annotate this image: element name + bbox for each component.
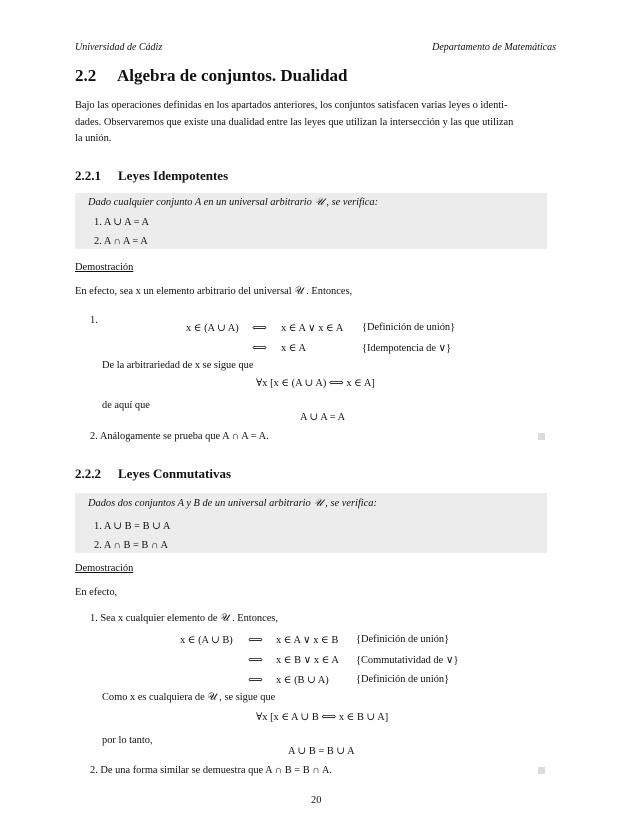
qed-square-icon bbox=[538, 433, 545, 440]
subsection-number-idempotentes: 2.2.1 bbox=[75, 168, 101, 183]
c-eq3-note: {Definición de unión} bbox=[356, 674, 450, 685]
demo-label-conmutativas: Demostración bbox=[75, 563, 134, 574]
proof-item-1-label: 1. bbox=[90, 315, 98, 326]
eq1-lhs: x ∈ (A ∪ A) bbox=[186, 323, 239, 334]
c-eq1-lhs: x ∈ (A ∪ B) bbox=[180, 635, 233, 646]
de-aqui-text: de aquí que bbox=[102, 400, 150, 411]
theorem-item-1: 1. A ∪ A = A bbox=[94, 217, 149, 228]
eq2-note: {Idempotencia de ∨} bbox=[362, 343, 452, 354]
theorem-statement-idempotentes: Dado cualquier conjunto A en un universal arbitrario 𝒰 , se verifica: bbox=[88, 197, 379, 208]
theorem-statement-conmutativas: Dados dos conjuntos A y B de un universal arbitrario 𝒰 , se verifica: bbox=[88, 498, 377, 509]
theorem-item-2-conmutativas: 2. A ∩ B = B ∩ A bbox=[94, 540, 168, 551]
arbitrariedad-text: De la arbitrariedad de x se sigue que bbox=[102, 360, 254, 371]
proof-item-1-conmutativas: 1. Sea x cualquier elemento de 𝒰 . Entonces, bbox=[90, 613, 278, 624]
c-eq1-op: ⟺ bbox=[248, 635, 263, 646]
c-eq1-rhs: x ∈ A ∨ x ∈ B bbox=[276, 635, 339, 646]
intro-line-1: Bajo las operaciones definidas en los apartados anteriores, los conjuntos satisfacen varias leyes o identi- bbox=[75, 100, 508, 111]
section-number: 2.2 bbox=[75, 66, 97, 85]
header-right: Departamento de Matemáticas bbox=[432, 42, 556, 53]
proof-item-2-idempotentes: 2. Análogamente se prueba que A ∩ A = A. bbox=[90, 431, 269, 442]
theorem-item-2: 2. A ∩ A = A bbox=[94, 236, 148, 247]
demo-label-idempotentes: Demostración bbox=[75, 262, 134, 273]
por-lo-tanto-text: por lo tanto, bbox=[102, 735, 153, 746]
subsection-title-idempotentes: Leyes Idempotentes bbox=[118, 168, 229, 183]
eq2-rhs: x ∈ A bbox=[281, 343, 307, 354]
c-eq3-rhs: x ∈ (B ∪ A) bbox=[276, 675, 329, 686]
c-eq2-op: ⟺ bbox=[248, 655, 263, 666]
page-number: 20 bbox=[311, 795, 322, 806]
subsection-number-conmutativas: 2.2.2 bbox=[75, 466, 101, 481]
eq1-note: {Definición de unión} bbox=[362, 322, 456, 333]
como-text: Como x es cualquiera de 𝒰 , se sigue que bbox=[102, 692, 276, 703]
demo-intro-idempotentes: En efecto, sea x un elemento arbitrario del universal 𝒰 . Entonces, bbox=[75, 286, 353, 297]
section-title: Algebra de conjuntos. Dualidad bbox=[117, 66, 348, 85]
eq1-rhs: x ∈ A ∨ x ∈ A bbox=[281, 323, 344, 334]
intro-line-3: la unión. bbox=[75, 133, 112, 144]
conclusion-idempotentes: A ∪ A = A bbox=[300, 412, 346, 423]
forall-formula-idempotentes: ∀x [x ∈ (A ∪ A) ⟺ x ∈ A] bbox=[256, 378, 375, 389]
qed-square-icon bbox=[538, 767, 545, 774]
subsection-title-conmutativas: Leyes Conmutativas bbox=[118, 466, 232, 481]
c-eq2-note: {Commutatividad de ∨} bbox=[356, 655, 459, 666]
header-left: Universidad de Cádiz bbox=[75, 42, 163, 53]
conclusion-conmutativas: A ∪ B = B ∪ A bbox=[288, 746, 355, 757]
intro-line-2: dades. Observaremos que existe una dualidad entre las leyes que utilizan la intersección y las que utilizan bbox=[75, 117, 514, 128]
c-eq1-note: {Definición de unión} bbox=[356, 634, 450, 645]
theorem-item-1-conmutativas: 1. A ∪ B = B ∪ A bbox=[94, 521, 171, 532]
c-eq3-op: ⟺ bbox=[248, 675, 263, 686]
eq2-op: ⟺ bbox=[252, 343, 267, 354]
eq1-op: ⟺ bbox=[252, 323, 267, 334]
proof-item-2-conmutativas: 2. De una forma similar se demuestra que A ∩ B = B ∩ A. bbox=[90, 765, 332, 776]
c-eq2-rhs: x ∈ B ∨ x ∈ A bbox=[276, 655, 339, 666]
demo-intro-conmutativas: En efecto, bbox=[75, 587, 118, 598]
forall-formula-conmutativas: ∀x [x ∈ A ∪ B ⟺ x ∈ B ∪ A] bbox=[256, 712, 389, 723]
